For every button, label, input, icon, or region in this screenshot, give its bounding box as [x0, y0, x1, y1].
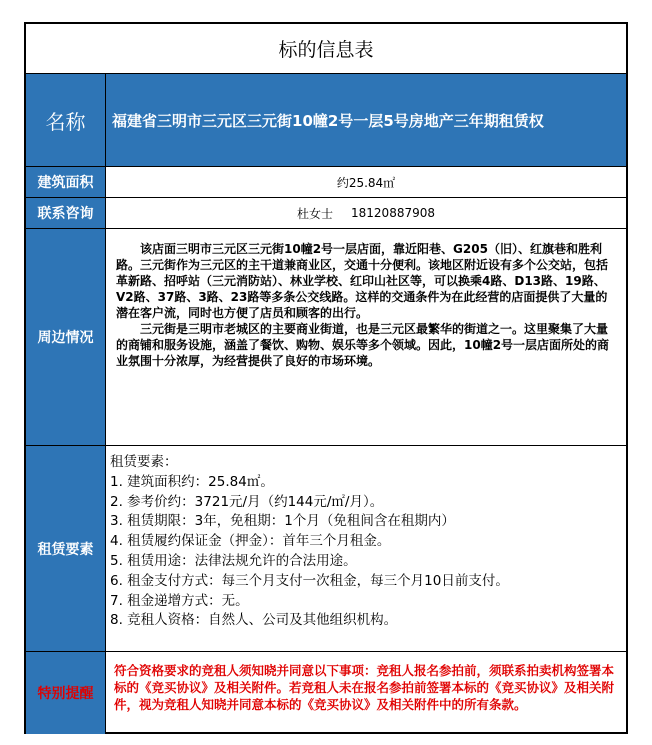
requirements-heading: 租赁要素：	[110, 454, 178, 470]
contact-label: 联系咨询	[26, 198, 106, 228]
requirements-list	[106, 446, 626, 651]
list-item: 5. 租赁用途：法律法规允许的合法用途。	[110, 552, 357, 569]
contact-phone: 18120887908	[351, 206, 435, 220]
name-value: 福建省三明市三元区三元街10幢2号一层5号房地产三年期租赁权	[106, 74, 626, 166]
notice-label: 特别提醒	[26, 652, 106, 734]
list-item: 4. 租赁履约保证金（押金）：首年三个月租金。	[110, 533, 391, 550]
requirements-row	[26, 446, 626, 652]
name-row	[26, 74, 626, 167]
notice-row	[26, 652, 626, 734]
list-item: 1. 建筑面积约：25.84㎡。	[110, 473, 274, 490]
requirements-label: 租赁要素	[26, 446, 106, 651]
surroundings-text	[106, 229, 626, 445]
contact-value	[106, 198, 626, 228]
list-item: 3. 租赁期限：3年，免租期：1个月（免租间含在租期内）	[110, 513, 455, 530]
surroundings-paragraph: 该店面三明市三元区三元街10幢2号一层店面，靠近阳巷、G205（旧）、红旗巷和胜利路。三元街作为三元区的主干道兼商业区，交通十分便利。该地区附近设有多个公交站，包括革新路、招呼站（三元消防站）、林业学校、红印山社区等，可以换乘4路、D13路、19路、V2路、37路、3路、23路等多条公交线路。这样的交通条件为在此经营的店面提供了大量的潜在客户流，同时也方便了店员和顾客的出行。	[116, 242, 609, 320]
name-label: 名称	[26, 74, 106, 166]
list-item: 2. 参考价约：3721元/月（约144元/㎡/月）。	[110, 493, 384, 510]
area-label: 建筑面积	[26, 167, 106, 197]
area-value: 约25.84㎡	[336, 175, 396, 190]
surroundings-label: 周边情况	[26, 229, 106, 445]
surroundings-row	[26, 229, 626, 446]
info-table	[24, 22, 628, 734]
contact-person: 杜女士	[297, 206, 334, 221]
table-title-row	[26, 24, 626, 74]
contact-row	[26, 198, 626, 229]
surroundings-paragraph: 三元街是三明市老城区的主要商业街道，也是三元区最繁华的街道之一。这里聚集了大量的商铺和服务设施，涵盖了餐饮、购物、娱乐等多个领域。因此，10幢2号一层店面所处的商业氛围十分浓厚，为经营提供了良好的市场环境。	[116, 322, 610, 368]
notice-text: 符合资格要求的竞租人须知晓并同意以下事项：竞租人报名参拍前，须联系拍卖机构签署本标的《竞买协议》及相关附件。若竞租人未在报名参拍前签署本标的《竞买协议》及相关附件，视为竞租人知晓并同意本标的《竞买协议》及相关附件中的所有条款。	[114, 663, 615, 712]
list-item: 8. 竞租人资格：自然人、公司及其他组织机构。	[110, 612, 398, 629]
list-item: 7. 租金递增方式：无。	[110, 592, 249, 609]
list-item: 6. 租金支付方式：每三个月支付一次租金，每三个月10日前支付。	[110, 572, 509, 589]
page-title: 标的信息表	[278, 39, 374, 61]
area-row	[26, 167, 626, 198]
